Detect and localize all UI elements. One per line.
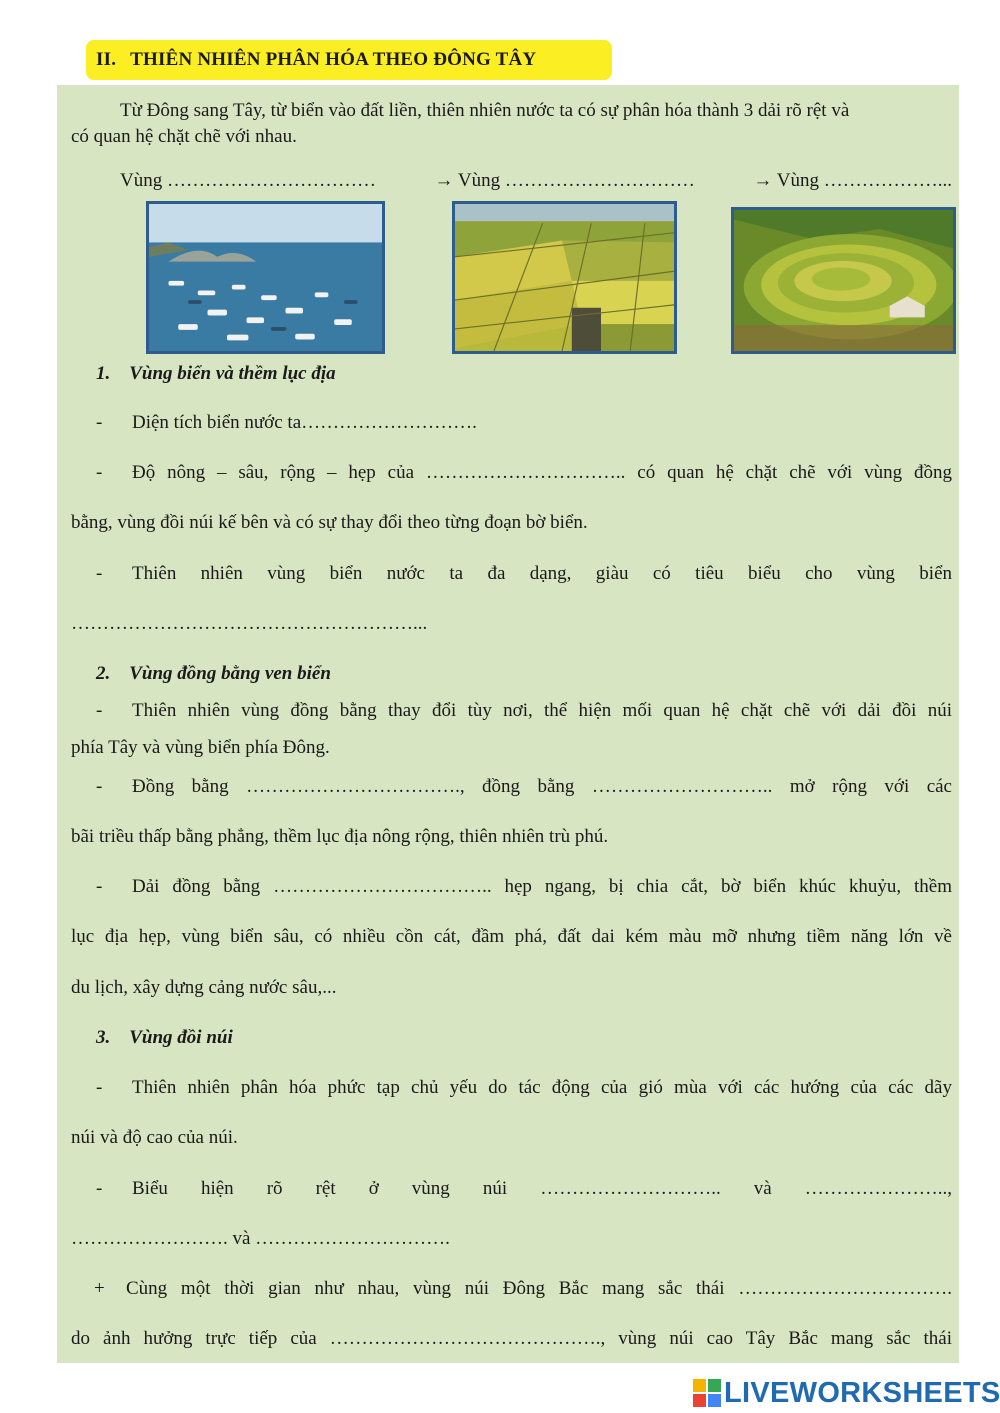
s3-bullet-2-line-2: ……………………. và …………………………. [71,1228,450,1249]
section-1-title: Vùng biển và thềm lục địa [129,363,336,384]
rice-fields-aerial-photo [452,201,677,354]
s3-bullet-1-line-1: Thiên nhiên phân hóa phức tạp chủ yếu do tác động của gió mùa với các hướng của các dãy [132,1077,952,1098]
s3-plus-1-line-2: do ảnh hưởng trực tiếp của ……………………………………., vùng núi cao Tây Bắc mang sắc thái [71,1328,952,1349]
region-2 [434,168,694,193]
section-3-number: 3. [96,1027,111,1048]
intro-line-1: Từ Đông sang Tây, từ biển vào đất liền, thiên nhiên nước ta có sự phân hóa thành 3 dải rõ rệt và [120,100,850,121]
bullet-dash: - [96,1178,103,1199]
liveworksheets-logo[interactable] [693,1376,1000,1410]
region-1-blank[interactable]: …………………………… [166,170,376,191]
region-blank-row [120,168,952,193]
section-2-number: 2. [96,663,111,684]
terraced-mountain-photo [731,207,956,354]
section-number: II. [96,49,117,70]
region-1-label: Vùng [120,170,163,191]
seaside-boats-photo [146,201,385,354]
s2-bullet-1-line-1: Thiên nhiên vùng đồng bằng thay đổi tùy nơi, thể hiện mối quan hệ chặt chẽ với dải đồi núi [132,700,952,721]
s1-bullet-2-line-1: Độ nông – sâu, rộng – hẹp của ………………………….. có quan hệ chặt chẽ với vùng đồng [132,462,952,483]
section-1-number: 1. [96,363,111,384]
section-header [86,40,612,80]
section-title: THIÊN NHIÊN PHÂN HÓA THEO ĐÔNG TÂY [130,49,537,70]
bullet-dash: - [96,563,103,584]
s2-bullet-3-line-2: lục địa hẹp, vùng biển sâu, có nhiều cồn cát, đầm phá, đất dai kém màu mỡ nhưng tiềm năng lớn về [71,926,952,947]
s2-bullet-2-line-2: bãi triều thấp bằng phẳng, thềm lục địa nông rộng, thiên nhiên trù phú. [71,826,609,847]
liveworksheets-mark-icon [693,1379,721,1407]
section-3-title: Vùng đồi núi [129,1027,233,1048]
s2-bullet-3-line-3: du lịch, xây dựng cảng nước sâu,... [71,977,337,998]
section-2-heading [96,661,331,686]
s2-bullet-3-line-1: Dải đồng bằng …………………………….. hẹp ngang, bị chia cắt, bờ biển khúc khuỷu, thềm [132,876,952,897]
region-2-blank[interactable]: ………………………… [504,170,695,191]
bullet-dash: - [96,776,103,797]
bullet-dash: - [96,876,103,897]
s1-bullet-2-line-2: bằng, vùng đồi núi kế bên và có sự thay đổi theo từng đoạn bờ biển. [71,512,588,533]
region-3 [753,168,952,193]
s3-bullet-2-line-1: Biểu hiện rõ rệt ở vùng núi ……………………….. và ………………….., [132,1178,952,1199]
bullet-dash: - [96,412,103,433]
section-3-heading [96,1025,233,1050]
s3-plus-1-line-1: Cùng một thời gian như nhau, vùng núi Đông Bắc mang sắc thái ……………………………. [126,1278,952,1299]
bullet-dash: - [96,462,103,483]
region-2-label: → Vùng [434,170,501,191]
s1-bullet-3-line-1: Thiên nhiên vùng biển nước ta đa dạng, giàu có tiêu biểu cho vùng biển [132,563,952,584]
bullet-dash: - [96,1077,103,1098]
s2-bullet-2-line-1: Đồng bằng ……………………………., đồng bằng ……………………….. mở rộng với các [132,776,952,797]
s1-bullet-3-blank[interactable]: ………………………………………………... [71,613,428,634]
region-3-blank[interactable]: ………………... [823,170,952,191]
region-1 [120,168,376,193]
section-1-heading [96,361,336,386]
s2-bullet-1-line-2: phía Tây và vùng biển phía Đông. [71,737,330,758]
bullet-plus: + [94,1278,105,1299]
s1-bullet-1: Diện tích biển nước ta………………………. [132,412,477,433]
section-2-title: Vùng đồng bằng ven biển [129,663,331,684]
bullet-dash: - [96,700,103,721]
s3-bullet-1-line-2: núi và độ cao của núi. [71,1127,238,1148]
region-3-label: → Vùng [753,170,819,191]
liveworksheets-brand: LIVEWORKSHEETS [724,1376,1000,1409]
intro-line-2: có quan hệ chặt chẽ với nhau. [71,126,297,147]
